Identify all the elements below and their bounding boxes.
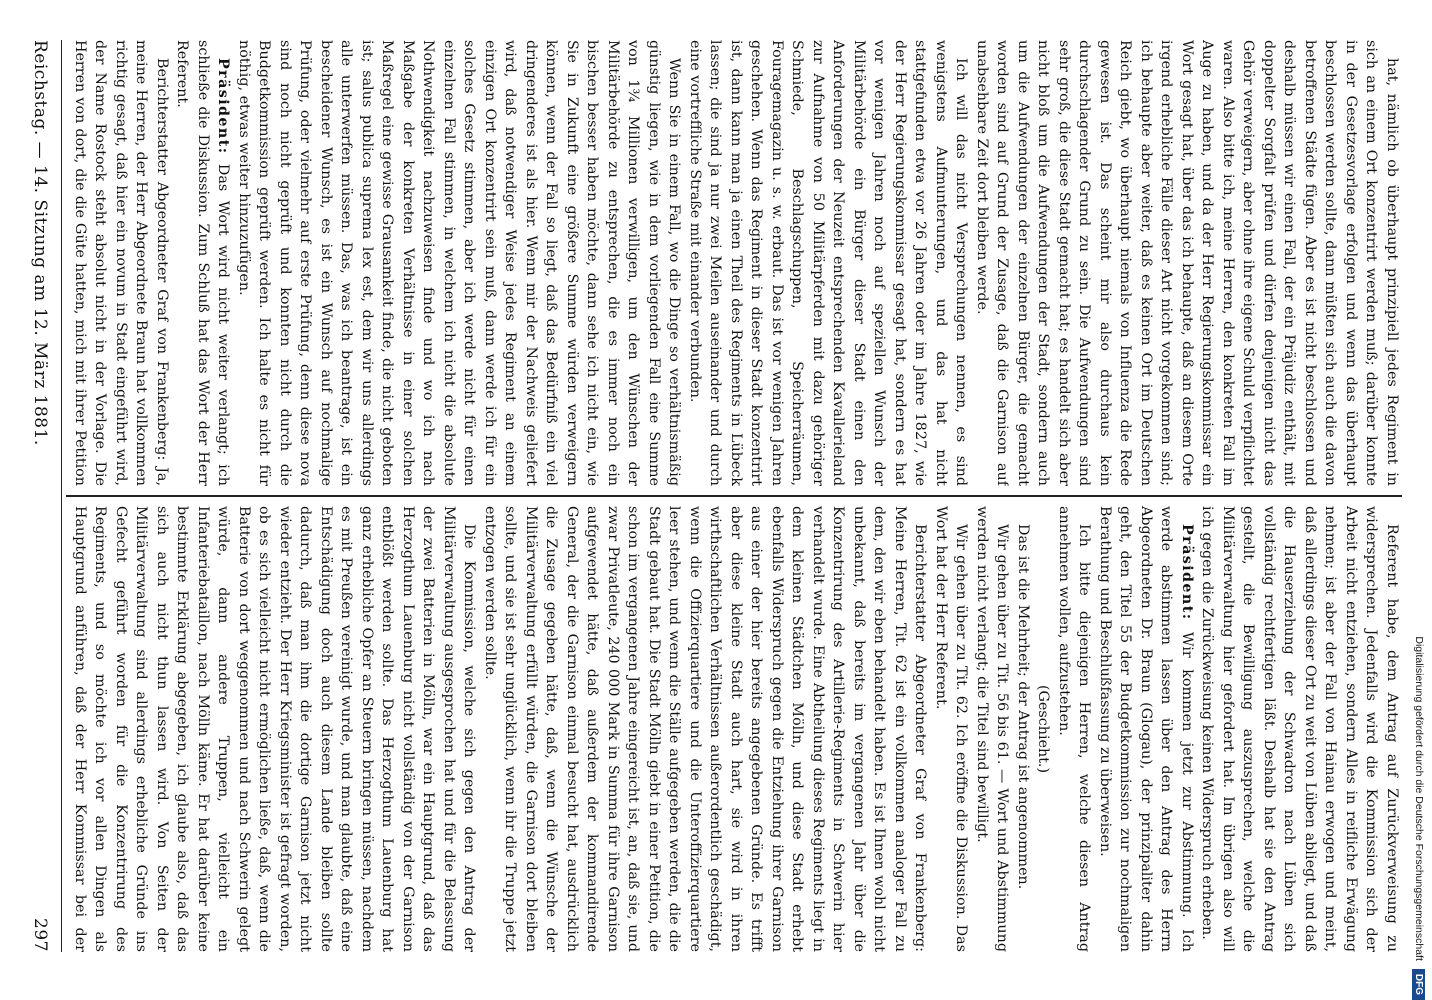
paragraph-text: Berichterstatter Abgeordneter Graf von Frankenberg: Ja, meine Herren, der Herr Abgeordnete Braun hat vollkommen richtig gesagt, daß hier ein novum in Stadt eingeführt wird, der Name Rostock steht absolut nicht in der Vorlage. Die Herren von dort, die die Güte hatten, mich mit ihrer Petition (72, 40, 170, 486)
paragraph (1013, 506, 1034, 952)
running-header (26, 40, 54, 952)
dfg-logo (1413, 969, 1426, 1000)
column-divider (66, 495, 1402, 497)
paragraph-text: Berichterstatter Abgeordneter Graf von Frankenberg: Meine Herren, Tit. 62 ist ein vollkommen analoger Fall zu dem, den wir eben behandelt haben. Es ist Ihnen wohl nicht unbekannt, daß bereits im vergangenen Jahr über die Konzentrirung des Artillerie-Regiments in Schwerin hier verhandelt wurde. Eine Abtheilung dieses Regiments liegt in dem kleinen Städtchen Mölln, und diese Stadt erhebt ebenfalls Widerspruch gegen die Entziehung ihrer Garnison aus einer der hier bereits angegebenen Gründe. Es trifft aber diese kleine Stadt auch hart, sie wird in ihren wirthschaftlichen Verhältnissen außerordentlich geschädigt, wenn die Offizierquartiere und die Unteroffizierquartiere leer stehen, und wenn die Ställe aufgegeben werden, die die Stadt gebaut hat. Die Stadt Mölln giebt in einer Petition, die schon im vergangenen Jahre eingereicht ist, an, daß sie, und zwar Privatleute, 240 000 Mark in Summa für ihre Garnison aufgewendet hätte, daß außerdem der kommandirende General, der die Garnison einmal besucht hat, ausdrücklich die Zusage gegeben hätte, daß, wenn die Wünsche der Militärverwaltung erfüllt würden, die Garnison dort bleiben sollte, und sie ist sehr unglücklich, wenn ihr die Truppe jetzt entzogen werden sollte. (482, 506, 929, 952)
paragraph (66, 40, 172, 486)
paragraph (972, 506, 1013, 952)
speaker-label: Präsident: (1179, 524, 1195, 621)
right-column (66, 506, 1402, 952)
paragraph-text: Das Wort wird nicht weiter verlangt; ich schließe die Diskussion. Zum Schluß hat das Wort der Herr Referent. (174, 40, 232, 486)
paragraph-text: Ich bitte diejenigen Herren, welche diesen Antrag annehmen wollen, aufzustehen. (1056, 506, 1093, 952)
paragraph (972, 40, 1403, 486)
paragraph-text: Wenn Sie in einem Fall, wo die Dinge so verhältnismäßig günstig liegen, wie in dem vorliegenden Fall eine Summe von 1¾ Millionen verwilligen, um den Wünschen der Militärbehörde zu entsprechen, die es immer noch ein bischen besser haben möchte, dann sehe ich nicht ein, wie Sie in Zukunft eine größere Summe würden verweigern können, wenn der Fall so liegt, daß das Bedürfniß ein viel dringenderes ist als hier. Wenn mir der Nachweis geliefert wird, daß notwendiger Weise jedes Regiment an einem einzigen Ort konzentrirt sein muß, dann werde ich für ein solches Gesetz stimmen, aber ich werde nicht für einen einzelnen Fall stimmen, in welchem ich nicht die absolute Nothwendigkeit nachzuweisen finde und wo ich nach Maßgabe der konkreten Verhältnisse in einer solchen Maßregel eine gewisse Grausamkeit finde, die nicht geboten ist; salus publica suprema lex est, dem wir uns allerdings alle unterwerfen müssen. Das, was ich beantrage, ist ein bescheidener Wunsch, es ist ein Wunsch auf nochmalige Prüfung, oder vielmehr auf erste Prüfung, denn diese nova sind noch nicht geprüft und konnten nicht durch die Budgetkommission geprüft werden. Ich halte es nicht für nöthig, etwas weiter hinzuzufügen. (236, 40, 683, 486)
paragraph (685, 40, 972, 486)
paragraph-text: Die Kommission, welche sich gegen den Antrag der Militärverwaltung ausgesprochen hat und für die Belassung der zwei Batterien in Mölln, war ein Hauptgrund, daß das Herzogthum Lauenburg nicht vollständig von der Garnison entblößt werden sollte. Das Herzogthum Lauenburg hat ganz erhebliche Opfer an Steuern bringen müssen, nachdem es mit Preußen vereinigt wurde, und man glaubte, daß eine Entschädigung doch auch diesem Lande bleiben sollte dadurch, daß man ihm die dortige Garnison jetzt nicht wieder entzieht. Der Herr Kriegsminister ist gefragt worden, ob es sich vielleicht nicht ermöglichen ließe, daß, wenn die Batterie von dort weggenommen und nach Schwerin gelegt würde, dann andere Truppen, vielleicht ein Infanteriebataillon, nach Mölln käme. Er hat darüber keine bestimmte Erklärung abgegeben, ich glaube also, daß das sich auch nicht thun lassen wird. Von Seiten der Militärverwaltung sind allerdings erhebliche Gründe ins Gefecht geführt worden für die Konzentrirung des Regiments, und so möchte ich vor allen Dingen als Hauptgrund anführen, daß der Herr Kommissar bei der (72, 506, 478, 952)
page-number: 297 (30, 918, 50, 952)
digitization-notice-strip (1406, 0, 1432, 1000)
paragraph (931, 506, 972, 952)
paragraph (1033, 506, 1054, 952)
right-column-text (66, 506, 1402, 952)
paragraph (172, 40, 234, 486)
paragraph (66, 506, 480, 952)
left-column-text (66, 40, 1402, 486)
paragraph-text: Referent habe, dem Antrag auf Zurückverweisung zu widersprechen. Jedenfalls wird die Kommission sich der Arbeit nicht entziehen, sondern Alles in reifliche Erwägung nehmen; ist aber der Fall von Hainau erwogen und meint, daß allerdings dieser Ort zu weit von Lüben abliegt, und daß die Hauserziehung der Schwadron nach Lüben sich vollständig rechtfertigen läßt. Deshalb hat sie den Antrag gestellt, die Bewilligung auszusprechen, welche die Militärverwaltung hier gefordert hat. Im übrigen also will ich gegen die Zurückweisung keinen Widerspruch erheben. (1199, 506, 1400, 952)
paragraph-text: Wir gehen über zu Tit. 62. Ich eröffne die Diskussion. Das Wort hat der Herr Referent. (933, 506, 970, 952)
running-title: Reichstag. — 14. Sitzung am 12. März 1881. (30, 40, 50, 446)
paragraph-text: Wir gehen über zu Tit. 56 bis 61. — Wort und Abstimmung werden nicht verlangt; die Titel sind bewilligt. (974, 506, 1011, 952)
paragraph (480, 506, 931, 952)
paragraph (1054, 506, 1095, 952)
left-column (66, 40, 1402, 486)
speaker-label: Präsident: (215, 58, 232, 155)
paragraph (1095, 506, 1198, 952)
paragraph-text: (Geschieht.) (1035, 684, 1052, 774)
paragraph-text: hat, nämlich ob überhaupt prinzipiell jedes Regiment in sich an einem Ort konzentrirt werden muß; darüber konnte in der Gesetzesvorlage erfolgen und wenn das überhaupt beschlossen werden sollte, dann müßten sich auch die davon betroffenen Städte fügen. Aber es ist nicht beschlossen und deshalb müssen wir einen Fall, der ein Präjudiz enthält, mit doppelter Sorgfalt prüfen und dürfen denjenigen nicht das Gehör verweigern, aber ohne ihre eigene Schuld verpflichtet waren. Also bitte ich, meine Herren, den konkreten Fall im Auge zu haben, und da der Herr Regierungskommissar ein Wort gesagt hat, über das ich behaupte, daß an diesem Orte irgend erhebliche Fälle dieser Art nicht vorgekommen sind; ich behaupte aber weiter, daß es keinen Ort im Deutschen Reich giebt, wo überhaupt niemals von Influenza die Rede gewesen ist. Das scheint mir also durchaus kein durchschlagender Grund zu sein. Die Aufwendungen sind sehr groß, die diese Stadt gemacht hat; es handelt sich aber nicht bloß um die Aufwendungen der Stadt, sondern auch um die Aufwendungen der einzelnen Bürger, die gemacht worden sind auf Grund der Zusage, daß die Garnison auf unabsehbare Zeit dort bleiben werde. (974, 40, 1400, 486)
paragraph (1197, 506, 1402, 952)
paragraph-text: Das ist die Mehrheit; der Antrag ist angenommen. (1015, 524, 1031, 890)
paragraph (234, 40, 685, 486)
digitization-notice: Digitalisierung gefördert durch die Deutsche Forschungsgemeinschaft (1413, 636, 1425, 961)
dfg-logo-text: DFG (1413, 973, 1425, 995)
header-rule (61, 40, 62, 952)
paragraph-text: Ich will das nicht Versprechungen nennen, es sind wenigstens Aufmunterungen, und das hat nicht stattgefunden etwa vor 26 Jahren oder im Jahre 1827, wie der Herr Regierungskommissar gesagt hat, sondern es hat vor wenigen Jahren noch auf speziellen Wunsch der Militärbehörde ein Bürger dieser Stadt einen den Anforderungen der Neuzeit entsprechenden Kavallerieland zur Aufnahme von 50 Militärpferden mit dazu gehöriger Schmiede, Beschlagschuppen, Speicherräumen, Fouragemagazin u. s. w. erbaut. Das ist vor wenigen Jahren geschehen. Wenn das Regiment in dieser Stadt konzentrirt ist, dann kann man ja einen Theil des Regiments in Lübeck lassen; die sind ja nur zwei Meilen auseinander und durch eine vortreffliche Straße mit einander verbunden. (687, 40, 970, 486)
paragraph-text: Wir kommen jetzt zur Abstimmung. Ich werde abstimmen lassen über den Antrag des Herrn Abgeordneten Dr. Braun (Glogau), der prinzipaliter dahin geht, den Titel 55 der Budgetkommission zur nochmaligen Berathung und Beschlußfassung zu überweisen. (1097, 506, 1195, 952)
